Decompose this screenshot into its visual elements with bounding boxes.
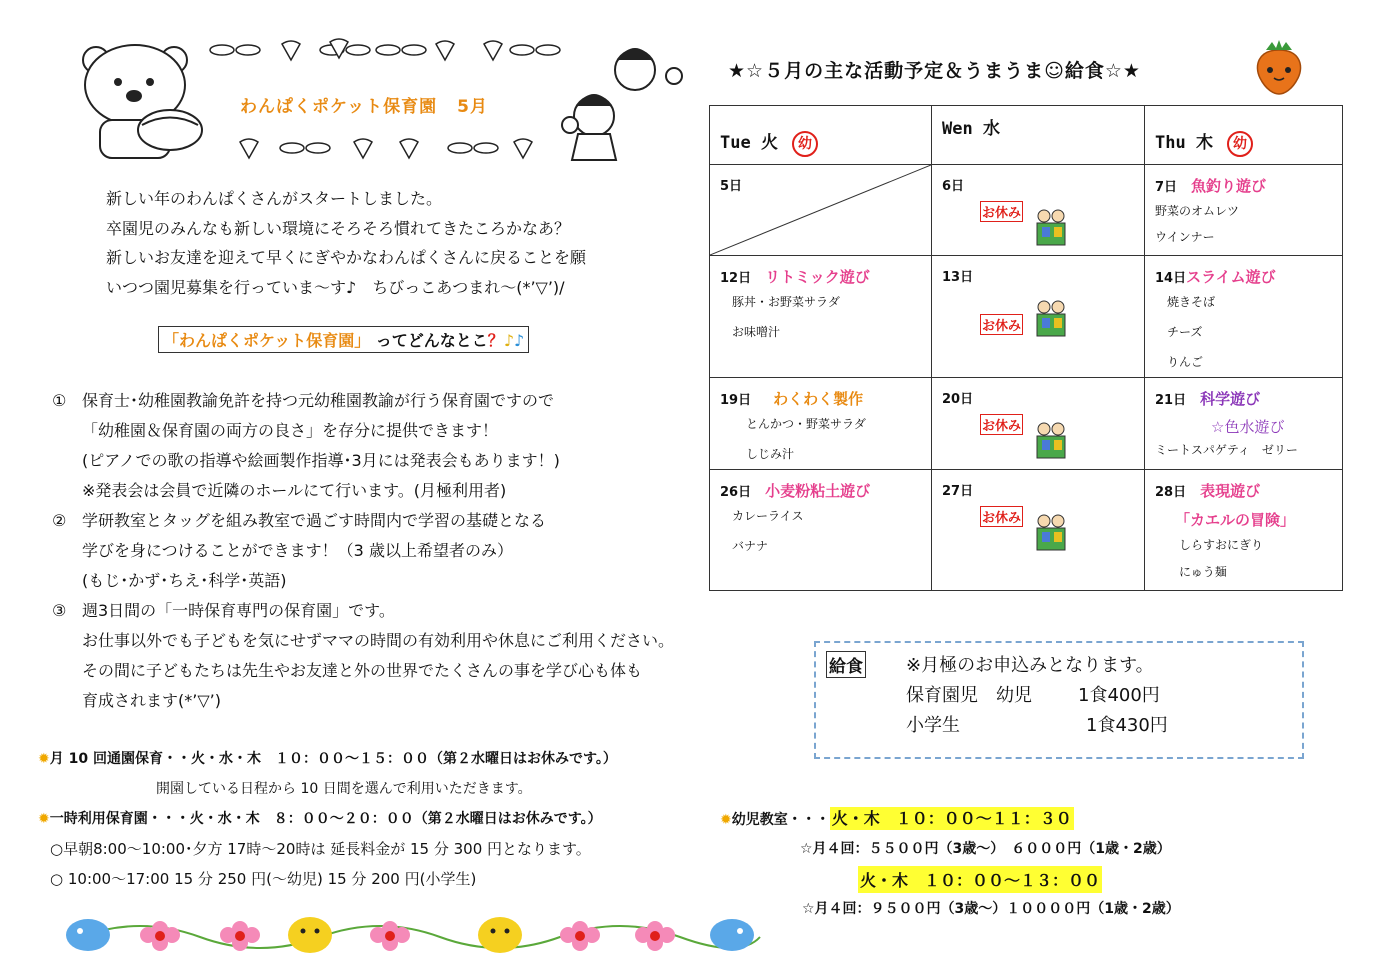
school-name: わんぱくポケット保育園 [240, 97, 438, 117]
kids-icon [1034, 207, 1068, 247]
day-label: Wen 水 [942, 119, 1000, 139]
calendar-cell [710, 256, 932, 378]
lunch-item: チーズ [1167, 325, 1203, 339]
flower-icon [220, 921, 260, 951]
chick-icon [288, 917, 332, 953]
temp-care-title [38, 808, 602, 828]
intro-line: 新しい年のわんぱくさんがスタートしました。 [106, 189, 443, 208]
lunch-item: 焼きそば [1167, 295, 1216, 309]
kids-icon [1034, 298, 1068, 338]
feature-item [52, 596, 674, 716]
lunch-item: しじみ汁 [746, 447, 795, 461]
feature-line: (もじ･かず･ちえ･科学･英語) [82, 571, 287, 590]
children-illustration [562, 49, 682, 160]
kindergarten-badge: 幼 [792, 131, 818, 157]
feature-number: ③ [52, 601, 67, 620]
regular-care-title [38, 748, 617, 768]
lunch-item: ウインナー [1155, 230, 1215, 244]
calendar-cell [1145, 470, 1343, 591]
sun-icon: ✹ [38, 751, 50, 767]
lunch-label: 給食 [826, 651, 866, 678]
temp-care-line: ○早朝8:00～10:00･夕方 17時～20時は 延長料金が 15 分 300 円となります。 [50, 840, 591, 858]
intro-line: 卒園児のみんなも新しい環境にそろそろ慣れてきたころかなあ？ [106, 218, 571, 238]
feature-item [52, 506, 674, 596]
question-school-name: 「わんぱくポケット保育園」 [163, 331, 371, 350]
day-label: Tue 火 [720, 133, 778, 153]
feature-line: 学びを身につけることができます！（3 歳以上希望者のみ） [82, 541, 513, 560]
bird-icon [66, 919, 110, 951]
temp-care-line: ○ 10:00～17:00 15 分 250 円(～幼児) 15 分 200 円(小学生) [50, 870, 477, 888]
activity-name: スライム遊び [1186, 268, 1276, 286]
activity-sub: 「カエルの冒険」 [1175, 511, 1296, 529]
class-time: 火・木 １０：００～１１：３０ [831, 809, 1072, 828]
feature-line: 学研教室とタッグを組み教室で過ごす時間内で学習の基礎となる [82, 511, 547, 530]
regular-care-sub: 開園している日程から 10 日間を選んで利用いただきます。 [156, 781, 532, 797]
flower-icon [635, 921, 675, 951]
day-header-tue [710, 106, 932, 165]
feature-line: ※発表会は会員で近隣のホールにて行います。(月極利用者) [82, 481, 507, 500]
feature-line: その間に子どもたちは先生やお友達と外の世界でたくさんの事を学び心も体も [82, 661, 643, 680]
feature-list [52, 386, 674, 716]
cell-date: 20日 [942, 392, 974, 407]
cell-date: 6日 [942, 179, 965, 194]
cell-date: 27日 [942, 484, 974, 499]
calendar-cell [932, 165, 1145, 256]
sun-icon: ✹ [720, 812, 732, 828]
class-price: ☆月４回：５５００円（3歳～） ６０００円（1歳・2歳） [800, 841, 1171, 857]
intro-line: 新しいお友達を迎えて早くにぎやかなわんぱくさんに戻ることを願 [106, 248, 587, 267]
lunch-price: 1食430円 [1086, 715, 1168, 736]
lunch-item: とんかつ・野菜サラダ [746, 417, 866, 431]
music-note-icon: ♪ [503, 331, 515, 350]
cell-date: 7日 [1155, 180, 1178, 195]
calendar-cell [710, 470, 932, 591]
calendar-cell [932, 378, 1145, 470]
lunch-item: お味噌汁 [732, 325, 781, 339]
cell-date: 19日 [720, 393, 752, 408]
bird-icon [710, 919, 754, 951]
class-time: 火・木 １０：００～１３：００ [858, 866, 1102, 893]
lunch-item: 豚丼・お野菜サラダ [732, 295, 840, 309]
closed-label: お休み [980, 201, 1023, 222]
cell-date: 21日 [1155, 393, 1187, 408]
feature-item [52, 386, 674, 506]
activity-name: 科学遊び [1200, 390, 1261, 408]
lunch-who: 小学生 [906, 715, 960, 736]
lunch-item: しらすおにぎり [1179, 538, 1264, 552]
cell-date: 28日 [1155, 485, 1187, 500]
regular-care-text: 月 10 回通園保育・・火・水・木 １０：００～１５：００（第２水曜日はお休みです。） [49, 751, 617, 767]
closed-label: お休み [980, 506, 1023, 527]
strawberry-row-bottom [240, 139, 532, 158]
calendar-cell [932, 256, 1145, 378]
lunch-item: 野菜のオムレツ [1155, 204, 1240, 218]
feature-line: お仕事以外でも子どもを気にせずママの時間の有効利用や休息にご利用ください。 [82, 631, 675, 650]
feature-line: 育成されます(*’▽’) [82, 691, 221, 710]
calendar-cell [710, 165, 932, 256]
calendar-title: ★☆５月の主な活動予定＆うまうま☺給食☆★ [728, 60, 1141, 82]
lunch-item: バナナ [732, 539, 769, 553]
activity-name: 魚釣り遊び [1191, 177, 1267, 195]
diagonal-line [710, 165, 931, 255]
kids-icon [1034, 420, 1068, 460]
bear-illustration [83, 45, 202, 158]
closed-label: お休み [980, 414, 1023, 435]
feature-line: 保育士･幼稚園教諭免許を持つ元幼稚園教諭が行う保育園ですので [82, 391, 555, 410]
feature-line: 週3日間の「一時保育専門の保育園」です。 [82, 601, 395, 620]
activity-name: わくわく製作 [773, 390, 864, 408]
cell-date: 12日 [720, 271, 752, 286]
activity-name: 小麦粉粘土遊び [765, 482, 871, 500]
page-title [240, 92, 488, 117]
calendar-cell [1145, 256, 1343, 378]
feature-line: (ピアノでの歌の指導や絵画製作指導･3月には発表会もあります！) [82, 451, 560, 470]
kindergarten-badge: 幼 [1227, 131, 1253, 157]
activity-name: 表現遊び [1200, 482, 1261, 500]
cell-date: 26日 [720, 485, 752, 500]
activity-name: リトミック遊び [765, 268, 870, 286]
lunch-who: 保育園児 幼児 [906, 685, 1032, 706]
feature-line: 「幼稚園＆保育園の両方の良さ」を存分に提供できます！ [82, 421, 499, 440]
calendar-cell [1145, 165, 1343, 256]
intro-line: いつつ園児募集を行っていま～す♪ ちびっこあつまれ～(*’▽’)/ [106, 277, 565, 297]
class-title-text: 幼児教室・・・ [731, 812, 830, 828]
day-header-wed [932, 106, 1145, 165]
activity-sub: ☆色水遊び [1211, 418, 1285, 436]
strawberry-row-top [210, 39, 560, 60]
class-title [720, 806, 1074, 829]
lunch-price: 1食400円 [1078, 685, 1160, 706]
question-heading [158, 326, 529, 353]
calendar-cell [710, 378, 932, 470]
music-note-icon: ♪ [514, 331, 525, 350]
lunch-item: ミートスパゲティ ゼリー [1155, 443, 1298, 457]
kids-icon [1034, 512, 1068, 552]
month-label: 5月 [457, 97, 488, 117]
feature-number: ① [52, 391, 67, 410]
activity-calendar [709, 105, 1343, 591]
sun-icon: ✹ [38, 811, 50, 827]
flower-garland [60, 905, 770, 965]
question-mark: ？ [487, 331, 504, 350]
cell-date: 14日 [1155, 271, 1187, 286]
day-label: Thu 木 [1155, 133, 1213, 153]
strawberry-icon [1252, 38, 1306, 96]
question-text: ってどんなとこ [375, 331, 488, 350]
intro-text [106, 184, 586, 302]
closed-label: お休み [980, 314, 1023, 335]
class-price: ☆月４回：９５００円（3歳～）１００００円（1歳・2歳） [802, 901, 1180, 917]
temp-care-text: 一時利用保育園・・・火・水・木 ８：００～２０：００（第２水曜日はお休みです。） [49, 811, 602, 827]
cell-date: 5日 [720, 179, 743, 194]
day-header-thu [1145, 106, 1343, 165]
cell-date: 13日 [942, 270, 974, 285]
lunch-item: りんご [1167, 355, 1204, 369]
lunch-item: カレーライス [732, 509, 804, 523]
lunch-info-box [814, 641, 1304, 759]
calendar-cell [1145, 378, 1343, 470]
lunch-note: ※月極のお申込みとなります。 [906, 655, 1154, 676]
flower-icon [560, 921, 600, 951]
chick-icon [478, 917, 522, 953]
lunch-item: にゅう麺 [1179, 565, 1227, 579]
calendar-cell [932, 470, 1145, 591]
feature-number: ② [52, 511, 67, 530]
